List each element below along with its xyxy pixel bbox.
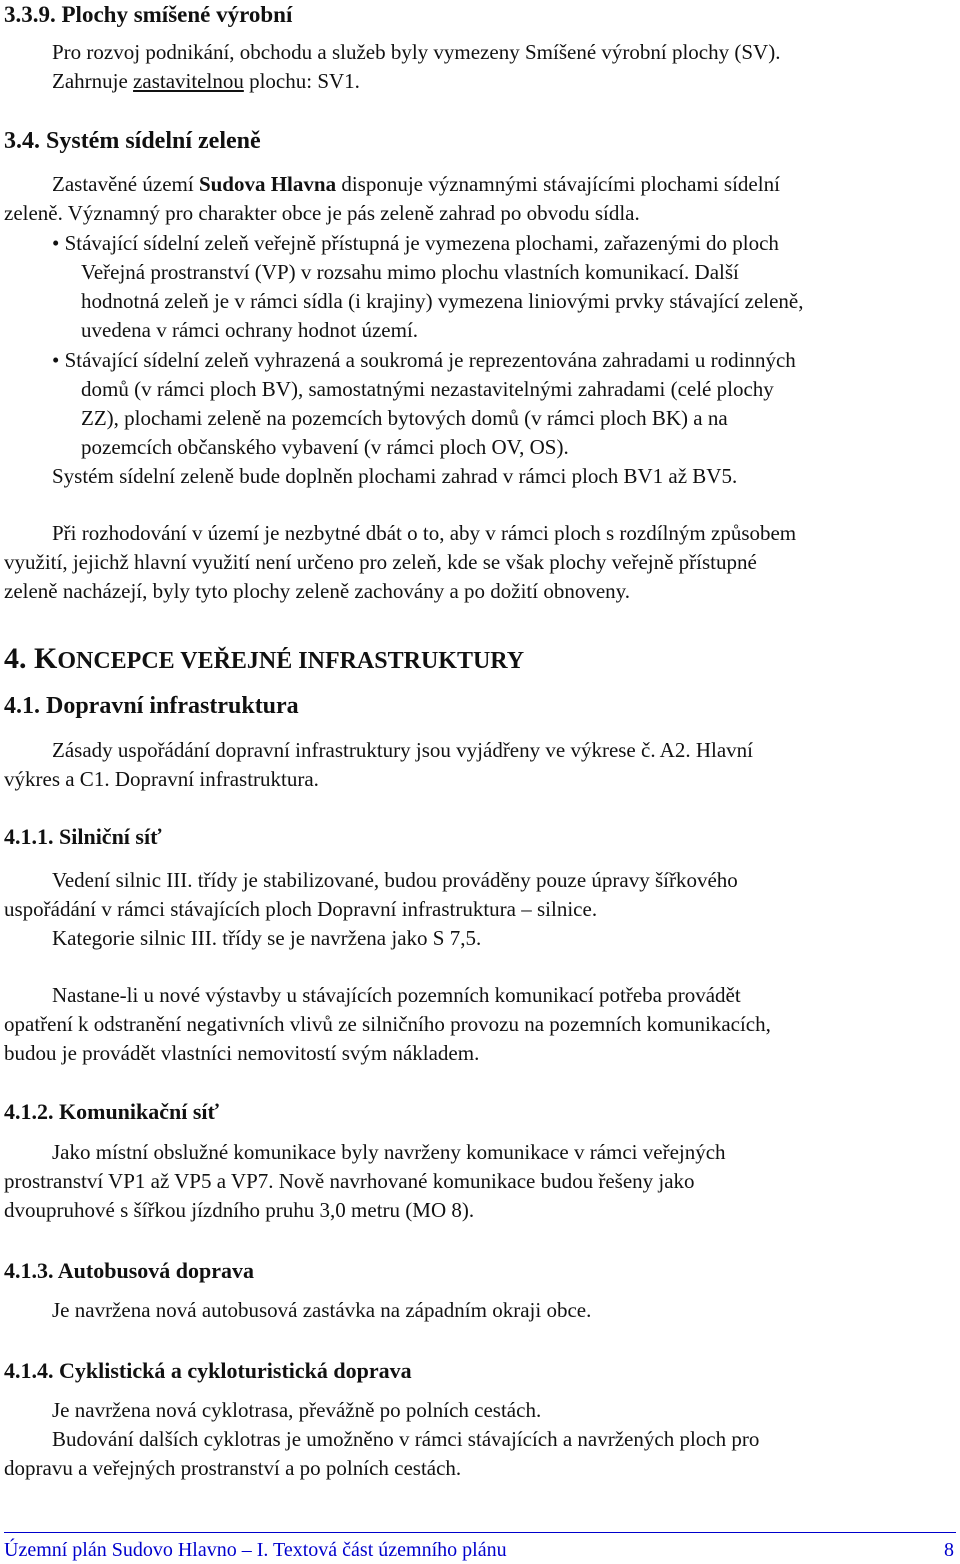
- paragraph-line: uspořádání v rámci stávajících ploch Dopravní infrastruktura – silnice.: [4, 897, 598, 921]
- heading-4: [4, 642, 524, 678]
- paragraph-line: výkres a C1. Dopravní infrastruktura.: [4, 767, 319, 791]
- heading-4-1-1: 4.1.1. Silniční síť: [4, 824, 162, 849]
- heading-4-1-3: 4.1.3. Autobusová doprava: [4, 1258, 255, 1283]
- paragraph-line: Je navržena nová cyklotrasa, převážně po polních cestách.: [52, 1398, 542, 1422]
- heading-4-1-4: 4.1.4. Cyklistická a cykloturistická doprava: [4, 1358, 412, 1383]
- paragraph-line: budou je provádět vlastníci nemovitostí svým nákladem.: [4, 1041, 480, 1065]
- underlined-text: zastavitelnou: [133, 69, 244, 93]
- bullet-line: Veřejná prostranství (VP) v rozsahu mimo plochu vlastních komunikací. Další: [81, 260, 739, 284]
- heading-3-4: 3.4. Systém sídelní zeleně: [4, 128, 261, 154]
- text-span: Zahrnuje: [52, 69, 134, 93]
- bold-text: Sudova Hlavna: [198, 172, 337, 196]
- bullet-line: ZZ), plochami zeleně na pozemcích bytových domů (v rámci ploch BK) a na: [81, 406, 728, 430]
- paragraph-line: [52, 170, 780, 199]
- paragraph-line: Při rozhodování v území je nezbytné dbát o to, aby v rámci ploch s rozdílným způsobem: [52, 521, 797, 545]
- bullet-line: domů (v rámci ploch BV), samostatnými nezastavitelnými zahradami (celé plochy: [81, 377, 774, 401]
- paragraph-line: Systém sídelní zeleně bude doplněn plochami zahrad v rámci ploch BV1 až BV5.: [52, 464, 738, 488]
- heading-4-number: 4. K: [4, 642, 58, 675]
- heading-4-title: ONCEPCE VEŘEJNÉ INFRASTRUKTURY: [57, 648, 525, 674]
- heading-4-1: 4.1. Dopravní infrastruktura: [4, 693, 299, 719]
- bullet-line: hodnotná zeleň je v rámci sídla (i krajiny) vymezena liniovými prvky stávající zeleně,: [81, 289, 804, 313]
- paragraph-line: dvoupruhové s šířkou jízdního pruhu 3,0 metru (MO 8).: [4, 1198, 475, 1222]
- text-span: plochu: SV1.: [243, 69, 360, 93]
- paragraph-line: Zásady uspořádání dopravní infrastruktury jsou vyjádřeny ve výkrese č. A2. Hlavní: [52, 738, 753, 762]
- paragraph-line: Kategorie silnic III. třídy se je navržena jako S 7,5.: [52, 926, 482, 950]
- paragraph-line: zeleně. Významný pro charakter obce je pás zeleně zahrad po obvodu sídla.: [4, 201, 640, 225]
- bullet-item: • Stávající sídelní zeleň vyhrazená a soukromá je reprezentována zahradami u rodinných: [52, 348, 796, 372]
- text-span: disponuje významnými stávajícími plochami sídelní: [336, 172, 780, 196]
- paragraph-line: využití, jejichž hlavní využití není určeno pro zeleň, kde se však plochy veřejně přístupné: [4, 550, 757, 574]
- text-span: Zastavěné území: [52, 172, 199, 196]
- page-number: 8: [944, 1539, 954, 1561]
- paragraph-line: Je navržena nová autobusová zastávka na západním okraji obce.: [52, 1298, 592, 1322]
- footer-title: Územní plán Sudovo Hlavno – I. Textová část územního plánu: [4, 1539, 507, 1561]
- heading-3-3-9: 3.3.9. Plochy smíšené výrobní: [4, 2, 293, 27]
- paragraph-line: Vedení silnic III. třídy je stabilizované, budou prováděny pouze úpravy šířkového: [52, 868, 738, 892]
- footer-rule: [4, 1532, 956, 1533]
- heading-4-1-2: 4.1.2. Komunikační síť: [4, 1099, 220, 1124]
- paragraph-line: Pro rozvoj podnikání, obchodu a služeb byly vymezeny Smíšené výrobní plochy (SV).: [52, 40, 781, 64]
- bullet-line: pozemcích občanského vybavení (v rámci ploch OV, OS).: [81, 435, 569, 459]
- bullet-item: • Stávající sídelní zeleň veřejně přístupná je vymezena plochami, zařazenými do ploch: [52, 231, 779, 255]
- paragraph-line: Jako místní obslužné komunikace byly navrženy komunikace v rámci veřejných: [52, 1140, 726, 1164]
- paragraph-line: Budování dalších cyklotras je umožněno v rámci stávajících a navržených ploch pro: [52, 1427, 760, 1451]
- paragraph-line: opatření k odstranění negativních vlivů ze silničního provozu na pozemních komunikacích,: [4, 1012, 771, 1036]
- paragraph-line: prostranství VP1 až VP5 a VP7. Nově navrhované komunikace budou řešeny jako: [4, 1169, 695, 1193]
- paragraph-line: [52, 67, 360, 96]
- paragraph-line: dopravu a veřejných prostranství a po polních cestách.: [4, 1456, 462, 1480]
- bullet-line: uvedena v rámci ochrany hodnot území.: [81, 318, 419, 342]
- paragraph-line: zeleně nacházejí, byly tyto plochy zeleně zachovány a po dožití obnoveny.: [4, 579, 631, 603]
- paragraph-line: Nastane-li u nové výstavby u stávajících pozemních komunikací potřeba provádět: [52, 983, 741, 1007]
